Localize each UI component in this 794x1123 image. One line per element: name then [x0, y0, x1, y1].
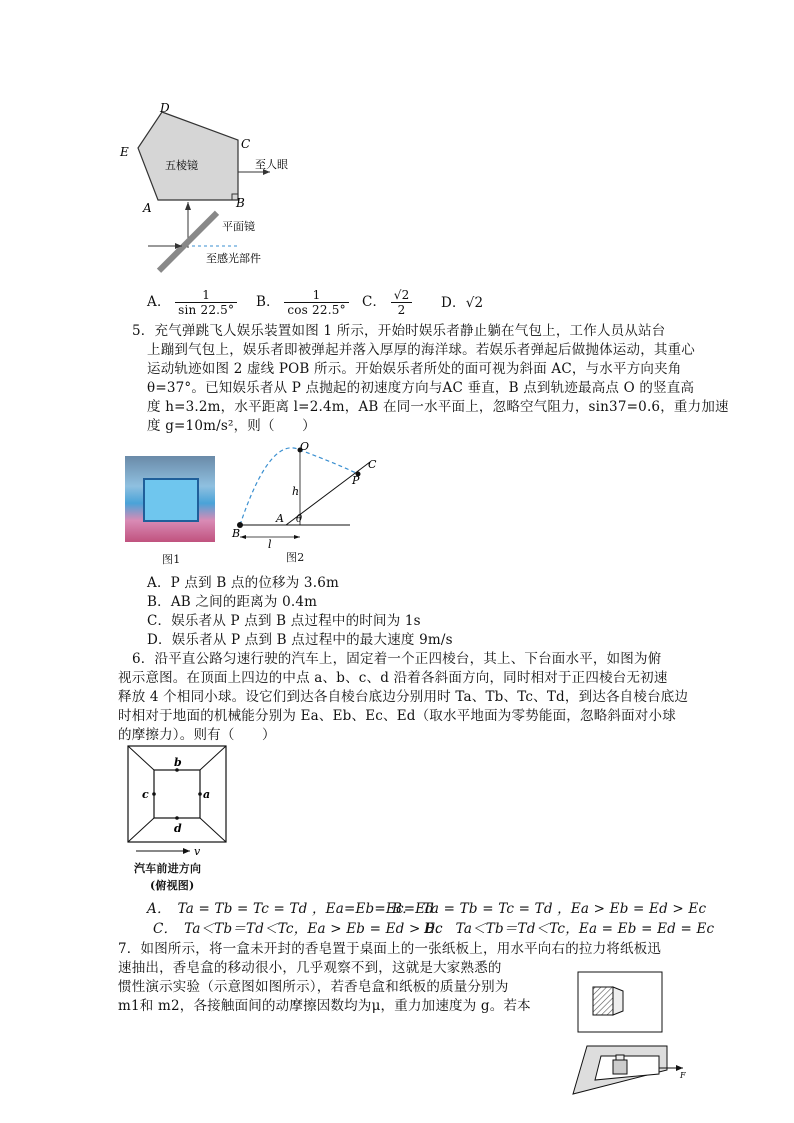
prism-shape	[138, 112, 238, 200]
q5-label-a: A	[276, 512, 284, 525]
q5-fig2-caption: 图2	[286, 551, 305, 564]
q5-label-h: h	[292, 485, 300, 498]
q5-option-d: D．娱乐者从 P 点到 B 点过程中的最大速度 9m/s	[147, 632, 453, 648]
q5-line-3: 运动轨迹如图 2 虚线 POB 所示。开始娱乐者所处的面可视为斜面 AC，与水平方向夹角	[147, 361, 682, 377]
prism-figure	[110, 100, 310, 280]
q6-caption-view: (俯视图)	[150, 879, 195, 892]
q4-c-den: 2	[397, 303, 406, 317]
q4-a-den: sin 22.5°	[178, 303, 235, 317]
prism-label-b: B	[236, 196, 245, 210]
prism-label-e: E	[120, 145, 129, 159]
to-eye-label: 至人眼	[255, 158, 288, 171]
q5-fig1-caption: 图1	[162, 553, 181, 566]
q5-line-5: 度 h=3.2m，水平距离 l=2.4m，AB 在同一水平面上，忽略空气阻力，sin37=0.6，重力加速	[147, 399, 729, 415]
q6-option-c: C． Ta＜Tb＝Td＜Tc，Ea > Eb = Ed > Ec	[153, 921, 443, 937]
prism-label-a: A	[143, 201, 152, 215]
q6-label-b: b	[174, 756, 182, 769]
q5-label-p: P	[352, 474, 360, 487]
q5-line-2: 上蹦到气包上，娱乐者即被弹起并落入厚厚的海洋球。若娱乐者弹起后做抛体运动，其重心	[147, 342, 695, 358]
q5-fig1-pool	[143, 478, 199, 522]
prism-label-c: C	[241, 137, 251, 151]
q5-label-o: O	[300, 440, 310, 453]
mirror-label: 平面镜	[222, 220, 255, 233]
q4-option-b	[256, 288, 349, 317]
q7-line-2: 速抽出，香皂盒的移动很小，几乎观察不到，这就是大家熟悉的	[118, 960, 502, 976]
q4-option-b-label: B．	[256, 294, 280, 310]
q6-option-a: A． Ta = Tb = Tc = Td ，Ea=Eb=Ec=Ed	[147, 901, 435, 917]
q6-frustum-diagram	[126, 744, 230, 860]
q4-b-den: cos 22.5°	[287, 303, 346, 317]
q4-option-c-label: C．	[362, 294, 387, 310]
q5-option-a: A．P 点到 B 点的位移为 3.6m	[147, 575, 339, 591]
q5-fig2-diagram	[230, 440, 390, 550]
q4-option-a	[147, 288, 237, 317]
q7-soapbox-top	[593, 987, 613, 1015]
q7-force-label: F	[680, 1071, 686, 1080]
q6-label-a: a	[203, 788, 211, 801]
q4-option-b-fraction	[284, 288, 348, 317]
q6-label-d: d	[174, 822, 182, 835]
q6-label-c: c	[142, 788, 149, 801]
q6-line-5: 的摩擦力）。则有（ ）	[118, 727, 276, 743]
q6-line-1: 6．沿平直公路匀速行驶的汽车上，固定着一个正四棱台，其上、下台面水平，如图为俯	[132, 651, 662, 667]
q6-label-v: v	[194, 845, 201, 858]
prism-label-d: D	[160, 101, 170, 115]
q7-topview-figure	[577, 971, 663, 1033]
q6-line-3: 释放 4 个相同小球。设它们到达各自棱台底边分别用时 Ta、Tb、Tc、Td，到达各自棱台底边	[118, 689, 689, 705]
q7-perspective-figure	[567, 1040, 697, 1098]
q4-option-d	[441, 294, 483, 313]
prism-name: 五棱镜	[165, 159, 198, 172]
q6-caption-direction: 汽车前进方向	[134, 862, 202, 875]
q4-option-c	[362, 288, 412, 317]
q5-option-b: B．AB 之间的距离为 0.4m	[147, 594, 318, 610]
q4-a-num: 1	[175, 288, 237, 303]
q7-line-4: m1和 m2，各接触面间的动摩擦因数均为μ，重力加速度为 g。若本	[118, 998, 531, 1014]
q5-fig1-photo	[125, 456, 215, 542]
q6-option-b: B． Ta = Tb = Tc = Td ，Ea > Eb = Ed > Ec	[392, 901, 707, 917]
q7-line-1: 7．如图所示，将一盒未开封的香皂置于桌面上的一张纸板上，用水平向右的拉力将纸板迅	[118, 941, 662, 957]
q4-option-d-label: D．	[441, 295, 466, 311]
q4-option-c-fraction	[391, 288, 413, 317]
q4-option-a-fraction	[175, 288, 237, 317]
q5-line-1: 5．充气弹跳飞人娱乐装置如图 1 所示，开始时娱乐者静止躺在气包上，工作人员从站台	[132, 323, 666, 339]
q4-option-a-label: A．	[147, 294, 171, 310]
q5-label-c: C	[368, 458, 377, 471]
q6-line-4: 时相对于地面的机械能分别为 Ea、Eb、Ec、Ed（取水平地面为零势能面，忽略斜面对小球	[118, 708, 676, 724]
q5-label-l: l	[268, 538, 272, 550]
q7-line-3: 惯性演示实验（示意图如图所示），若香皂盒和纸板的质量分别为	[118, 979, 509, 995]
q7-soapbox	[613, 1060, 627, 1074]
q5-option-c: C．娱乐者从 P 点到 B 点过程中的时间为 1s	[147, 613, 421, 629]
q5-line-4: θ=37°。已知娱乐者从 P 点抛起的初速度方向与AC 垂直，B 点到轨迹最高点 O 的竖直高	[147, 380, 695, 396]
q4-b-num: 1	[284, 288, 348, 303]
q6-line-2: 视示意图。在顶面上四边的中点 a、b、c、d 沿着各斜面方向，同时相对于正四棱台无初速	[118, 670, 668, 686]
q4-c-num: √2	[391, 288, 413, 303]
q5-line-6: 度 g=10m/s²，则（ ）	[147, 418, 316, 434]
q4-option-d-value: √2	[465, 295, 484, 311]
q5-label-theta: θ	[296, 514, 303, 525]
q5-label-b: B	[232, 527, 241, 540]
to-sensor-label: 至感光部件	[206, 252, 261, 265]
q6-option-d: D． Ta＜Tb＝Td＜Tc，Ea = Eb = Ed = Ec	[424, 921, 715, 937]
